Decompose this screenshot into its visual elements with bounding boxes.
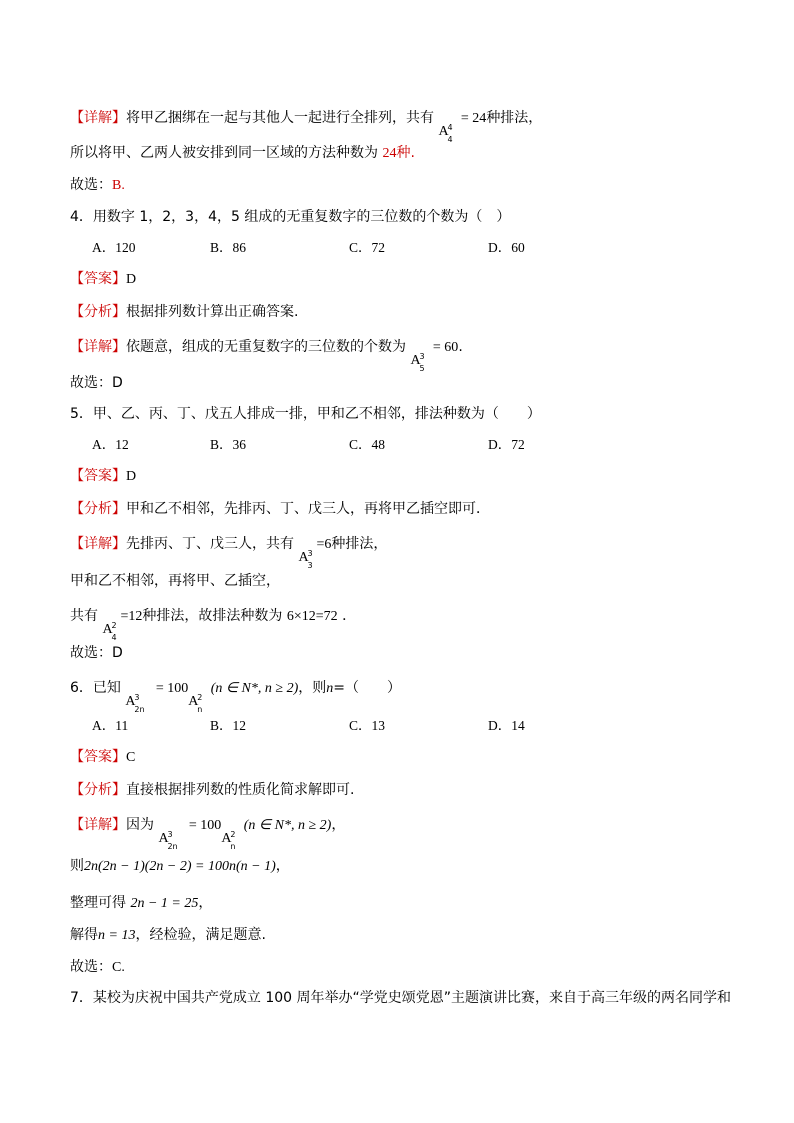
q6-answer: 【答案】C <box>70 749 136 765</box>
q5-detail-line-2: 甲和乙不相邻，再将甲、乙插空， <box>70 573 280 589</box>
q4-option-b: B．86 <box>210 240 247 255</box>
q4-option-a: A．120 <box>92 240 136 255</box>
q6-option-b: B．12 <box>210 718 247 733</box>
q4-detail: 【详解】依题意，组成的无重复数字的三位数的个数为 A 3 5 = 60. <box>70 339 463 373</box>
q5-option-a: A．12 <box>92 437 129 452</box>
detail-tag: 【详解】 <box>70 110 126 126</box>
q4-analysis: 【分析】根据排列数计算出正确答案. <box>70 304 299 320</box>
q5-detail-line-3: 共有 A 2 4 =12种排法，故排法种数为 6×12=72 ． <box>70 608 357 642</box>
q4-choose: 故选：D <box>70 375 123 391</box>
q6-option-c: C．13 <box>349 718 386 733</box>
question-7: 7．某校为庆祝中国共产党成立 100 周年举办“学党史颂党恩”主题演讲比赛，来自于高三年级的两名同学和 <box>70 990 732 1006</box>
detail-line-2: 所以将甲、乙两人被安排到同一区域的方法种数为 24种. <box>70 145 415 161</box>
q4-answer: 【答案】D <box>70 271 137 287</box>
q6-detail-line-4: 解得n = 13，经检验，满足题意. <box>70 927 266 943</box>
q5-option-c: C．48 <box>349 437 386 452</box>
q6-option-d: D．14 <box>488 718 525 733</box>
detail-line-1: 【详解】将甲乙捆绑在一起与其他人一起进行全排列，共有 A 4 4 = 24种排法， <box>70 110 543 144</box>
q5-detail: 【详解】先排丙、丁、戊三人，共有 A 3 3 =6种排法， <box>70 536 388 570</box>
q5-analysis: 【分析】甲和乙不相邻，先排丙、丁、戊三人，再将甲乙插空即可． <box>70 501 490 517</box>
q6-detail-line-2: 则2n(2n − 1)(2n − 2) = 100n(n − 1)， <box>70 858 290 874</box>
q6-option-a: A．11 <box>92 718 129 733</box>
choose-line: 故选：B. <box>70 177 125 193</box>
question-4: 4．用数字 1，2，3，4，5 组成的无重复数字的三位数的个数为（ ） <box>70 209 511 225</box>
q5-option-b: B．36 <box>210 437 247 452</box>
q6-choose: 故选：C. <box>70 959 125 975</box>
q4-option-d: D．60 <box>488 240 525 255</box>
q5-option-d: D．72 <box>488 437 525 452</box>
q6-detail-line-3: 整理可得 2n − 1 = 25， <box>70 895 213 911</box>
question-5: 5．甲、乙、丙、丁、戊五人排成一排，甲和乙不相邻，排法种数为（ ） <box>70 406 541 422</box>
q5-choose: 故选：D <box>70 645 123 661</box>
q4-option-c: C．72 <box>349 240 386 255</box>
q6-analysis: 【分析】直接根据排列数的性质化简求解即可. <box>70 782 355 798</box>
q6-detail: 【详解】因为 A 3 2n = 100 A 2 n (n ∈ N*, n ≥ 2)， <box>70 817 346 851</box>
question-6: 6．已知 A 3 2n = 100 A 2 n (n ∈ N*, n ≥ 2)，则n=（ ） <box>70 680 401 714</box>
q5-answer: 【答案】D <box>70 468 137 484</box>
